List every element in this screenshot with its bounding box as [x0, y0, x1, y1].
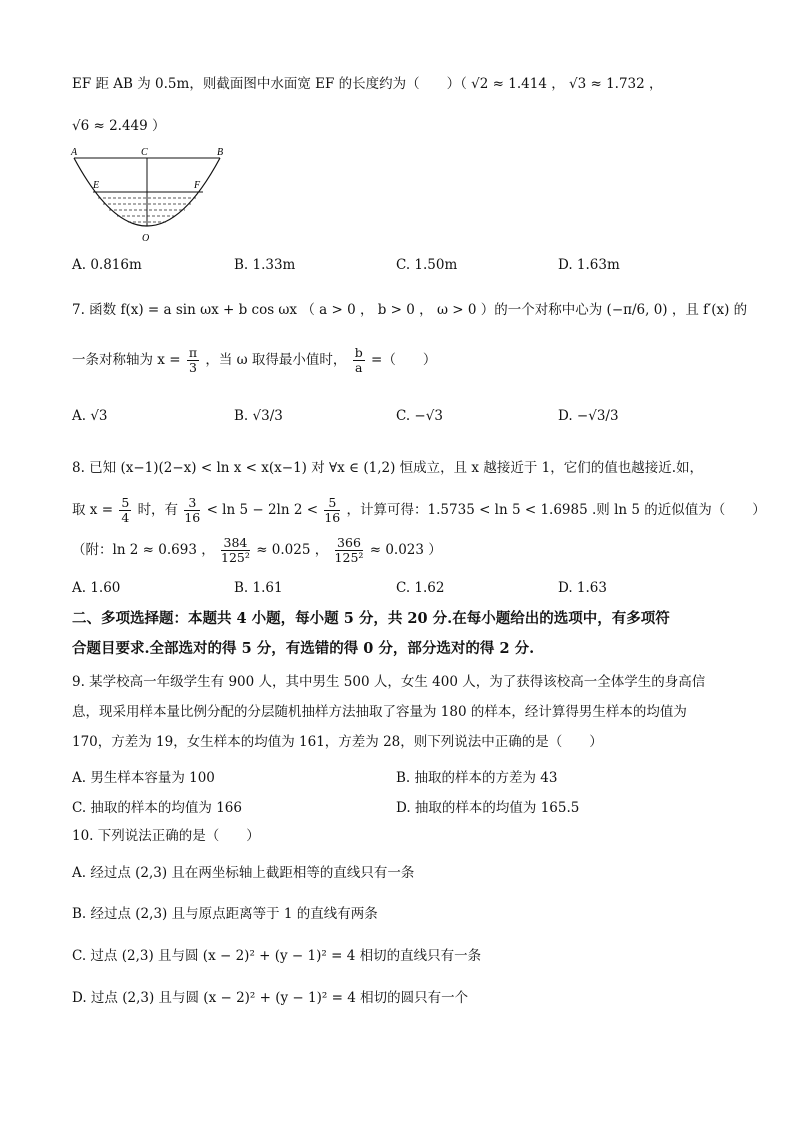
- q9-line3: 170，方差为 19，女生样本的均值为 161，方差为 28，则下列说法中正确的是（ ）: [72, 734, 603, 750]
- q7-line1: [72, 302, 747, 318]
- q8-frac-5-4: [119, 496, 131, 525]
- frac-den: 4: [121, 509, 130, 525]
- q10-option-d: D. 过点 (2,3) 且与圆 (x − 2)² + (y − 1)² = 4 相切的圆只有一个: [72, 990, 469, 1006]
- frac-den: 125²: [221, 549, 250, 565]
- q8-line2-d: ，计算可得：1.5735 < ln 5 < 1.6985 .则 ln 5 的近似值为（ ）: [346, 501, 766, 518]
- q8-option-c: C. 1.62: [396, 580, 445, 596]
- q7-line2-c: =（ ）: [371, 351, 437, 368]
- q7-frac-pi-3: [187, 346, 199, 375]
- frac-den: 16: [324, 509, 341, 525]
- q7-option-a: A. √3: [72, 408, 108, 424]
- q8-option-d: D. 1.63: [558, 580, 607, 596]
- q8-line2-a: 取 x =: [72, 501, 114, 518]
- q7-center-point: (−π/6, 0): [606, 302, 668, 318]
- q6-option-d: D. 1.63m: [558, 257, 620, 273]
- label-C: C: [141, 147, 148, 158]
- section2-heading-line2: 合题目要求.全部选对的得 5 分，有选错的得 0 分，部分选对的得 2 分.: [72, 640, 535, 657]
- q7-line1-a: 7. 函数 f(x) = a sin ωx + b cos ωx （ a > 0 ， b > 0 ， ω > 0 ）的一个对称中心为: [72, 302, 603, 318]
- frac-den: 125²: [334, 549, 364, 565]
- q8-frac-3-16: [184, 496, 200, 525]
- q8-line3: [72, 536, 442, 565]
- q9-option-b: B. 抽取的样本的方差为 43: [396, 770, 558, 786]
- q9-option-a: A. 男生样本容量为 100: [72, 770, 215, 786]
- q9-option-c: C. 抽取的样本的均值为 166: [72, 800, 242, 816]
- frac-num: 3: [184, 496, 200, 511]
- q7-frac-b-a: [353, 346, 365, 375]
- q6-option-a: A. 0.816m: [72, 257, 142, 273]
- label-A: A: [71, 147, 78, 158]
- q7-line2-b: ，当 ω 取得最小值时，: [205, 351, 347, 368]
- frac-num: 5: [324, 496, 340, 511]
- q8-line3-b: ≈ 0.025 ，: [256, 541, 329, 558]
- frac-den: a: [355, 359, 363, 375]
- q9-line2: 息，现采用样本量比例分配的分层随机抽样方法抽取了容量为 180 的样本，经计算得男生样本的均值为: [72, 704, 687, 720]
- q6-stem-line2: √6 ≈ 2.449 ）: [72, 118, 166, 134]
- q8-line3-a: （附：ln 2 ≈ 0.693 ，: [72, 541, 215, 558]
- q10-stem: 10. 下列说法正确的是（ ）: [72, 828, 260, 844]
- q6-parabola-figure: [68, 146, 233, 246]
- q8-option-a: A. 1.60: [72, 580, 121, 596]
- q9-option-d: D. 抽取的样本的均值为 165.5: [396, 800, 580, 816]
- q8-line1: 8. 已知 (x−1)(2−x) < ln x < x(x−1) 对 ∀x ∈ (1,2) 恒成立，且 x 越接近于 1，它们的值也越接近.如，: [72, 460, 704, 476]
- q9-line1: 9. 某学校高一年级学生有 900 人，其中男生 500 人，女生 400 人，为了获得该校高一全体学生的身高信: [72, 674, 706, 690]
- frac-num: 366: [335, 536, 364, 551]
- section2-heading-line1: 二、多项选择题：本题共 4 小题，每小题 5 分，共 20 分.在每小题给出的选项中，有多项符: [72, 610, 670, 627]
- q7-option-b: B. √3/3: [234, 408, 283, 424]
- q8-line2-b: 时，有: [137, 501, 179, 518]
- q10-option-a: A. 经过点 (2,3) 且在两坐标轴上截距相等的直线只有一条: [72, 865, 415, 881]
- q8-option-b: B. 1.61: [234, 580, 283, 596]
- q8-frac-366: [335, 536, 364, 565]
- frac-num: 384: [221, 536, 250, 551]
- q8-line2-c: < ln 5 − 2ln 2 <: [206, 501, 319, 518]
- q10-option-c: C. 过点 (2,3) 且与圆 (x − 2)² + (y − 1)² = 4 相切的直线只有一条: [72, 948, 482, 964]
- frac-num: π: [188, 345, 198, 360]
- q6-option-b: B. 1.33m: [234, 257, 296, 273]
- q8-frac-5-16: [324, 496, 340, 525]
- label-O: O: [142, 233, 150, 244]
- frac-num: b: [354, 345, 363, 360]
- frac-den: 3: [188, 359, 197, 375]
- label-B: B: [217, 147, 224, 158]
- label-F: F: [194, 180, 201, 191]
- frac-den: 16: [184, 509, 201, 525]
- q10-option-b: B. 经过点 (2,3) 且与原点距离等于 1 的直线有两条: [72, 906, 378, 922]
- q7-line2-a: 一条对称轴为 x =: [72, 351, 181, 368]
- q6-option-c: C. 1.50m: [396, 257, 458, 273]
- q8-line3-c: ≈ 0.023 ）: [369, 541, 442, 558]
- q7-option-c: C. −√3: [396, 408, 443, 424]
- label-E: E: [93, 180, 100, 191]
- q7-option-d: D. −√3/3: [558, 408, 619, 424]
- q7-line2: [72, 346, 436, 375]
- q6-stem-line1: EF 距 AB 为 0.5m，则截面图中水面宽 EF 的长度约为（ ）（ √2 ≈ 1.414 ， √3 ≈ 1.732 ，: [72, 76, 663, 92]
- q8-frac-384: [221, 536, 250, 565]
- frac-num: 5: [121, 495, 130, 510]
- q7-line1-b: ，且 f′(x) 的: [671, 302, 748, 318]
- q8-line2: [72, 496, 766, 525]
